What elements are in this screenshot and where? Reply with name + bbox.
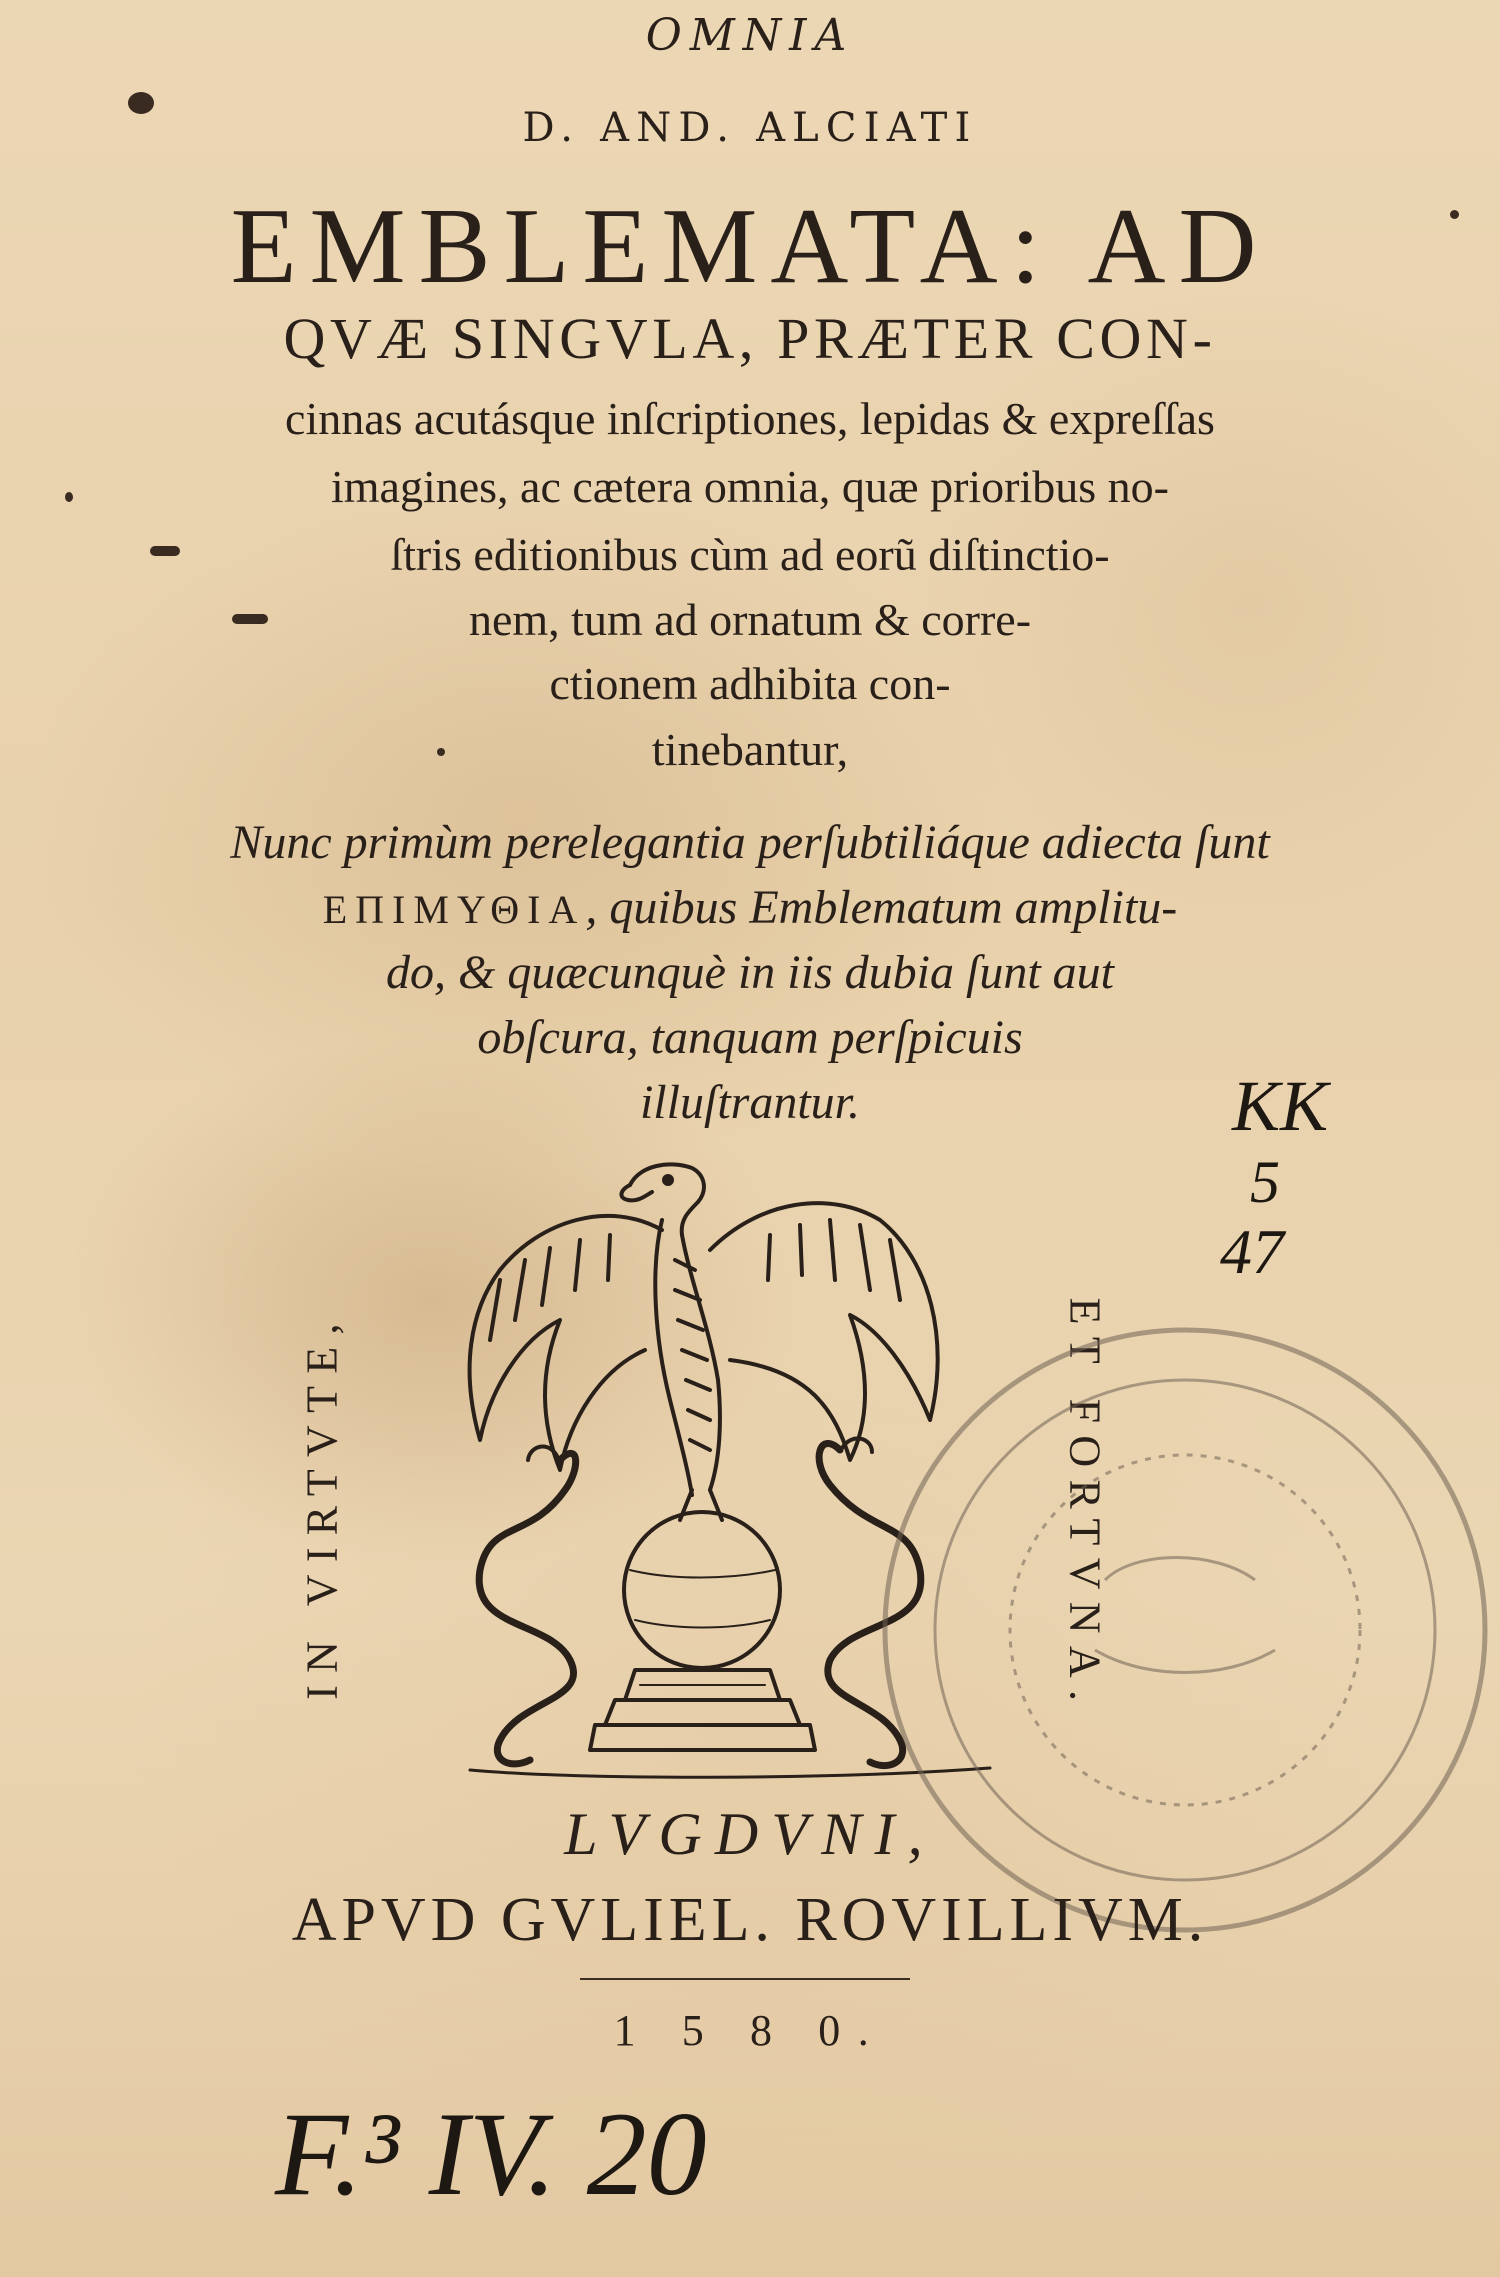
ink-spot bbox=[437, 748, 445, 756]
title-line-4: QVÆ SINGVLA, PRÆTER CON- bbox=[283, 306, 1217, 371]
italic-line-2 bbox=[0, 880, 1500, 935]
shelf-annotation-47: 47 bbox=[1220, 1216, 1284, 1287]
motto-right: ET FORTVNA. bbox=[1060, 1297, 1110, 1714]
ink-spot bbox=[150, 546, 180, 556]
title-line-6: imagines, ac cætera omnia, quæ prioribus no- bbox=[330, 461, 1170, 512]
italic-line-4: obſcura, tanquam perſpicuis bbox=[477, 1011, 1023, 1064]
imprint-city: LVGDVNI, bbox=[564, 1801, 936, 1867]
motto-left: IN VIRTVTE, bbox=[297, 1311, 347, 1700]
shelf-annotation-kk: KK bbox=[1232, 1066, 1329, 1146]
ink-spot bbox=[1450, 210, 1459, 219]
imprint-year: 1 5 8 0. bbox=[613, 2006, 887, 2055]
imprint-printer: APVD GVLIEL. ROVILLIVM. bbox=[291, 1886, 1209, 1954]
imprint-rule bbox=[580, 1978, 910, 1980]
italic-line-2-text: , quibus Emblematum amplitu- bbox=[585, 881, 1178, 934]
title-line-8: nem, tum ad ornatum & corre- bbox=[468, 594, 1032, 645]
italic-line-1: Nunc primùm perelegantia perſubtiliáque adiecta ſunt bbox=[230, 816, 1270, 869]
title-emblemata: EMBLEMATA: AD bbox=[230, 187, 1270, 306]
ink-spot bbox=[128, 92, 154, 114]
ink-spot bbox=[65, 492, 73, 502]
shelfmark-handwritten: F.³ IV. 20 bbox=[275, 2087, 707, 2220]
title-author: D. AND. ALCIATI bbox=[522, 105, 978, 151]
title-line-9: ctionem adhibita con- bbox=[549, 658, 951, 709]
ink-spot bbox=[232, 614, 268, 624]
title-line-5: cinnas acutásque inſcriptiones, lepidas & expreſſas bbox=[285, 393, 1215, 444]
italic-line-5: illuſtrantur. bbox=[639, 1076, 861, 1129]
title-line-7: ſtris editionibus cùm ad eorũ diſtinctio- bbox=[390, 529, 1110, 580]
italic-line-3: do, & quæcunquè in iis dubia ſunt aut bbox=[386, 946, 1114, 999]
title-line-10: tinebantur, bbox=[651, 724, 849, 775]
shelf-annotation-5: 5 bbox=[1250, 1149, 1280, 1215]
title-omnia: OMNIA bbox=[645, 10, 855, 61]
greek-epimythia: ΕΠΙΜΥΘΙΑ bbox=[322, 887, 586, 932]
